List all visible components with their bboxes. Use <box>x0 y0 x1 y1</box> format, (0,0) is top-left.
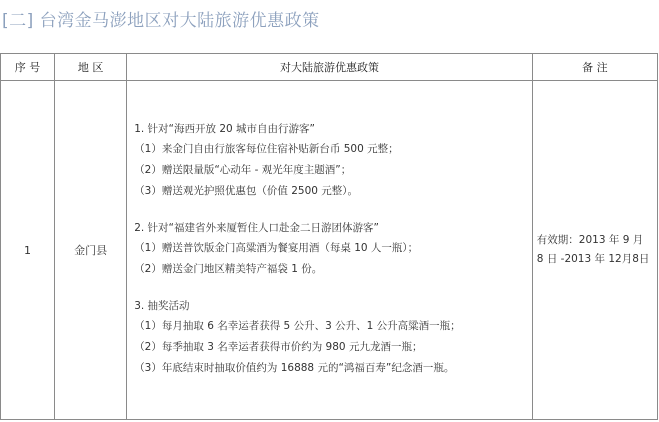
policy-group-title: 3. 抽奖活动 <box>134 300 190 312</box>
row-policy <box>127 81 533 420</box>
policy-item: （2）赠送限量版“心动年 - 观光年度主题酒”； <box>134 164 352 176</box>
header-remark: 备 注 <box>532 54 657 81</box>
table-header-row <box>1 54 658 81</box>
policy-group-3 <box>134 296 532 379</box>
policy-group-1 <box>134 119 532 202</box>
row-remark: 有效期：2013 年 9 月 8 日 -2013 年 12月8日 <box>532 81 657 420</box>
policy-item: （1）每月抽取 6 名幸运者获得 5 公升、3 公升、1 公升高粱酒一瓶； <box>134 320 461 332</box>
header-no: 序 号 <box>1 54 55 81</box>
policy-item: （3）年底结束时抽取价值约为 16888 元的“鸿福百寿”纪念酒一瓶。 <box>134 362 455 374</box>
policy-item: （3）赠送观光护照优惠包（价值 2500 元整）。 <box>134 185 359 197</box>
row-no: 1 <box>1 81 55 420</box>
policy-group-title: 2. 针对“福建省外来厦暂住人口赴金二日游团体游客” <box>134 222 379 234</box>
policy-item: （2）每季抽取 3 名幸运者获得市价约为 980 元九龙酒一瓶； <box>134 341 423 353</box>
table-row <box>1 81 658 420</box>
row-region: 金门县 <box>55 81 127 420</box>
section-heading: [二] 台湾金马澎地区对大陆旅游优惠政策 <box>2 11 320 31</box>
header-policy: 对大陆旅游优惠政策 <box>127 54 533 81</box>
policy-item: （1）来金门自由行旅客每位住宿补贴新台币 500 元整； <box>134 143 399 155</box>
policy-group-2 <box>134 218 532 280</box>
policy-group-title: 1. 针对“海西开放 20 城市自由行游客” <box>134 123 315 135</box>
policy-item: （1）赠送普饮版金门高粱酒为餐宴用酒（每桌 10 人一瓶）； <box>134 242 419 254</box>
policy-item: （2）赠送金门地区精美特产福袋 1 份。 <box>134 263 323 275</box>
policy-table <box>0 53 658 420</box>
header-region: 地 区 <box>55 54 127 81</box>
